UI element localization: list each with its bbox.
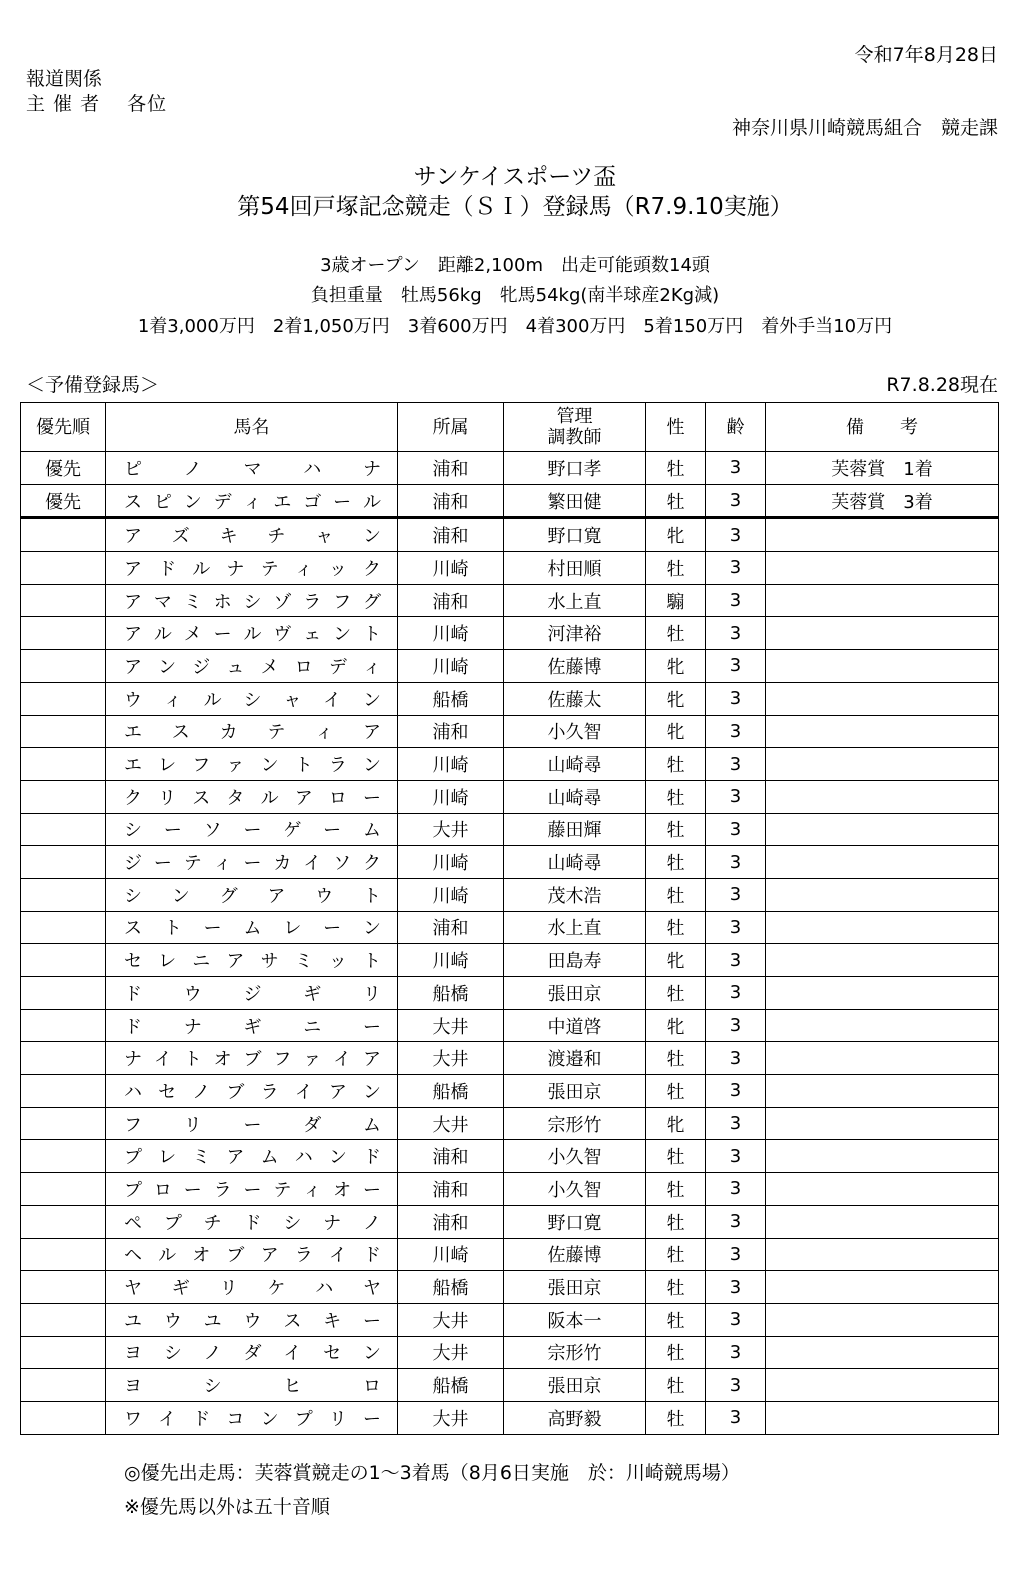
- horse-name-cell: [106, 748, 398, 781]
- table-row: [21, 846, 999, 879]
- affiliation-cell: 大井: [398, 1303, 504, 1336]
- table-row: [21, 1009, 999, 1042]
- age-cell: 3: [706, 1401, 766, 1434]
- horse-name-cell: [106, 1107, 398, 1140]
- horse-name: ア ン ジ ュ メ ロ デ ィ: [124, 656, 381, 678]
- horse-name-cell: [106, 878, 398, 911]
- table-row: [21, 518, 999, 552]
- priority-cell: [21, 748, 106, 781]
- document-date: 令和7年8月28日: [854, 44, 998, 66]
- horse-name-cell: [106, 518, 398, 552]
- header-priority: 優先順: [21, 403, 106, 452]
- affiliation-cell: 船橋: [398, 1075, 504, 1108]
- remarks-cell: [766, 584, 999, 617]
- horse-name: エ ス カ テ ィ ア: [124, 722, 381, 744]
- trainer-cell: 野口寛: [504, 518, 646, 552]
- trainer-cell: 小久智: [504, 1173, 646, 1206]
- remarks-cell: [766, 1271, 999, 1304]
- horse-name-cell: [106, 484, 398, 518]
- remarks-cell: [766, 1107, 999, 1140]
- sex-cell: 牡: [646, 911, 706, 944]
- priority-cell: [21, 1009, 106, 1042]
- trainer-cell: 渡邉和: [504, 1042, 646, 1075]
- horse-name: ド ウ ジ ギ リ: [124, 983, 381, 1005]
- horse-name-cell: [106, 650, 398, 683]
- sex-cell: 牡: [646, 452, 706, 485]
- age-cell: 3: [706, 484, 766, 518]
- table-row: [21, 1336, 999, 1369]
- priority-cell: [21, 1238, 106, 1271]
- affiliation-cell: 浦和: [398, 1173, 504, 1206]
- remarks-cell: [766, 944, 999, 977]
- horse-name: ア ド ル ナ テ ィ ッ ク: [124, 558, 381, 580]
- remarks-cell: [766, 1075, 999, 1108]
- trainer-cell: 佐藤博: [504, 1238, 646, 1271]
- horse-name: ウ ィ ル シ ャ イ ン: [124, 689, 381, 711]
- sex-cell: 騸: [646, 584, 706, 617]
- remarks-cell: [766, 1238, 999, 1271]
- horse-name: ハ セ ノ ブ ラ イ ア ン: [124, 1081, 381, 1103]
- age-cell: 3: [706, 748, 766, 781]
- trainer-cell: 宗形竹: [504, 1336, 646, 1369]
- trainer-cell: 村田順: [504, 552, 646, 585]
- table-row: [21, 813, 999, 846]
- age-cell: 3: [706, 617, 766, 650]
- race-sponsor-title: サンケイスポーツ盃: [413, 164, 617, 190]
- weight-conditions: 負担重量 牡馬56kg 牝馬54kg(南半球産2Kg減): [310, 285, 720, 306]
- trainer-cell: 中道啓: [504, 1009, 646, 1042]
- affiliation-cell: 浦和: [398, 1140, 504, 1173]
- remarks-cell: [766, 1009, 999, 1042]
- affiliation-cell: 川崎: [398, 552, 504, 585]
- affiliation-cell: 浦和: [398, 715, 504, 748]
- priority-cell: [21, 1042, 106, 1075]
- horse-name: ド ナ ギ ニ ー: [124, 1016, 381, 1038]
- sex-cell: 牡: [646, 1173, 706, 1206]
- remarks-cell: [766, 846, 999, 879]
- horse-name: ナ イ ト オ ブ フ ァ イ ア: [124, 1049, 381, 1071]
- affiliation-cell: 川崎: [398, 1238, 504, 1271]
- horse-name: ワ イ ド コ ン プ リ ー: [124, 1408, 381, 1430]
- priority-cell: [21, 715, 106, 748]
- horse-name-cell: [106, 977, 398, 1010]
- sex-cell: 牝: [646, 715, 706, 748]
- trainer-cell: 野口寛: [504, 1205, 646, 1238]
- age-cell: 3: [706, 813, 766, 846]
- trainer-cell: 水上直: [504, 584, 646, 617]
- sex-cell: 牡: [646, 1401, 706, 1434]
- sex-cell: 牡: [646, 878, 706, 911]
- affiliation-cell: 川崎: [398, 748, 504, 781]
- header-age: 齢: [706, 403, 766, 452]
- remarks-cell: [766, 1303, 999, 1336]
- horse-name: ヨ シ ノ ダ イ セ ン: [124, 1343, 381, 1365]
- horse-name-cell: [106, 1140, 398, 1173]
- trainer-cell: 張田京: [504, 1369, 646, 1402]
- age-cell: 3: [706, 650, 766, 683]
- horse-name-cell: [106, 1238, 398, 1271]
- trainer-cell: 佐藤博: [504, 650, 646, 683]
- header-affiliation: 所属: [398, 403, 504, 452]
- horse-name-cell: [106, 452, 398, 485]
- horse-name: ヨ シ ヒ ロ: [124, 1376, 381, 1398]
- priority-cell: [21, 552, 106, 585]
- remarks-cell: [766, 1173, 999, 1206]
- remarks-cell: [766, 715, 999, 748]
- horse-name-cell: [106, 715, 398, 748]
- horse-name: ア ズ キ チ ャ ン: [124, 526, 381, 548]
- sex-cell: 牡: [646, 1075, 706, 1108]
- table-row: [21, 1271, 999, 1304]
- issuer: 神奈川県川崎競馬組合 競走課: [731, 117, 998, 139]
- age-cell: 3: [706, 1238, 766, 1271]
- remarks-cell: [766, 878, 999, 911]
- age-cell: 3: [706, 518, 766, 552]
- horse-name: ス ピ ン デ ィ エ ゴ ー ル: [124, 491, 381, 513]
- horse-name-cell: [106, 1369, 398, 1402]
- recipient-line-1: 報道関係: [26, 68, 103, 90]
- age-cell: 3: [706, 1075, 766, 1108]
- affiliation-cell: 浦和: [398, 452, 504, 485]
- age-cell: 3: [706, 878, 766, 911]
- priority-cell: [21, 650, 106, 683]
- horse-name: シ ー ソ ー ゲ ー ム: [124, 820, 381, 842]
- affiliation-cell: 川崎: [398, 944, 504, 977]
- sex-cell: 牡: [646, 977, 706, 1010]
- horse-name-cell: [106, 1303, 398, 1336]
- horse-name: ス ト ー ム レ ー ン: [124, 918, 381, 940]
- horse-name-cell: [106, 911, 398, 944]
- table-row: [21, 1107, 999, 1140]
- age-cell: 3: [706, 1009, 766, 1042]
- affiliation-cell: 浦和: [398, 1205, 504, 1238]
- order-note: ※優先馬以外は五十音順: [124, 1496, 330, 1518]
- affiliation-cell: 川崎: [398, 617, 504, 650]
- trainer-cell: 水上直: [504, 911, 646, 944]
- sex-cell: 牝: [646, 1009, 706, 1042]
- trainer-cell: 張田京: [504, 1075, 646, 1108]
- priority-cell: [21, 1107, 106, 1140]
- trainer-cell: 田島寿: [504, 944, 646, 977]
- priority-cell: [21, 584, 106, 617]
- trainer-cell: 小久智: [504, 715, 646, 748]
- affiliation-cell: 大井: [398, 1009, 504, 1042]
- priority-cell: [21, 682, 106, 715]
- age-cell: 3: [706, 715, 766, 748]
- as-of-date: R7.8.28現在: [886, 374, 998, 396]
- remarks-cell: [766, 911, 999, 944]
- horse-name: ア マ ミ ホ シ ゾ ラ フ グ: [124, 591, 381, 613]
- priority-cell: [21, 878, 106, 911]
- priority-cell: [21, 1303, 106, 1336]
- sex-cell: 牡: [646, 1042, 706, 1075]
- race-title: 第54回戸塚記念競走（ＳＩ）登録馬（R7.9.10実施）: [237, 194, 793, 220]
- age-cell: 3: [706, 682, 766, 715]
- remarks-cell: [766, 780, 999, 813]
- trainer-cell: 高野毅: [504, 1401, 646, 1434]
- table-row: [21, 911, 999, 944]
- affiliation-cell: 船橋: [398, 977, 504, 1010]
- affiliation-cell: 川崎: [398, 780, 504, 813]
- trainer-cell: 小久智: [504, 1140, 646, 1173]
- age-cell: 3: [706, 552, 766, 585]
- recipient-line-2: 主 催 者 各位: [26, 93, 168, 115]
- priority-cell: [21, 846, 106, 879]
- remarks-cell: [766, 682, 999, 715]
- horse-name: ヤ ギ リ ケ ハ ヤ: [124, 1278, 381, 1300]
- table-row: [21, 617, 999, 650]
- table-row: [21, 748, 999, 781]
- horse-name: ク リ ス タ ル ア ロ ー: [124, 787, 381, 809]
- remarks-cell: [766, 1042, 999, 1075]
- sex-cell: 牡: [646, 1303, 706, 1336]
- table-row: [21, 1238, 999, 1271]
- affiliation-cell: 大井: [398, 1401, 504, 1434]
- sex-cell: 牝: [646, 650, 706, 683]
- table-row: [21, 1205, 999, 1238]
- priority-cell: [21, 617, 106, 650]
- trainer-cell: 河津裕: [504, 617, 646, 650]
- table-row: [21, 977, 999, 1010]
- table-header-row: [21, 403, 999, 452]
- sex-cell: 牡: [646, 1205, 706, 1238]
- priority-cell: [21, 780, 106, 813]
- horse-name: プ レ ミ ア ム ハ ン ド: [124, 1147, 381, 1169]
- horse-name: プ ロ ー ラ ー テ ィ オ ー: [124, 1179, 381, 1201]
- age-cell: 3: [706, 780, 766, 813]
- age-cell: 3: [706, 977, 766, 1010]
- horse-name-cell: [106, 780, 398, 813]
- table-row: [21, 1140, 999, 1173]
- age-cell: 3: [706, 1369, 766, 1402]
- remarks-cell: [766, 748, 999, 781]
- table-row: [21, 552, 999, 585]
- table-row: [21, 715, 999, 748]
- table-row: [21, 1401, 999, 1434]
- horse-name-cell: [106, 1075, 398, 1108]
- age-cell: 3: [706, 1303, 766, 1336]
- horse-name-cell: [106, 682, 398, 715]
- horse-name-cell: [106, 1042, 398, 1075]
- horse-name-cell: [106, 1271, 398, 1304]
- trainer-cell: 宗形竹: [504, 1107, 646, 1140]
- priority-cell: [21, 944, 106, 977]
- affiliation-cell: 大井: [398, 1042, 504, 1075]
- remarks-cell: [766, 617, 999, 650]
- remarks-cell: [766, 977, 999, 1010]
- header-trainer: [504, 403, 646, 452]
- sex-cell: 牡: [646, 813, 706, 846]
- remarks-cell: [766, 813, 999, 846]
- horse-name: ユ ウ ユ ウ ス キ ー: [124, 1310, 381, 1332]
- sex-cell: 牝: [646, 682, 706, 715]
- table-row: [21, 944, 999, 977]
- remarks-cell: [766, 1140, 999, 1173]
- trainer-cell: 山崎尋: [504, 780, 646, 813]
- remarks-cell: [766, 518, 999, 552]
- age-cell: 3: [706, 1140, 766, 1173]
- sex-cell: 牡: [646, 1336, 706, 1369]
- sex-cell: 牡: [646, 748, 706, 781]
- age-cell: 3: [706, 452, 766, 485]
- trainer-cell: 佐藤太: [504, 682, 646, 715]
- priority-cell: [21, 1173, 106, 1206]
- age-cell: 3: [706, 1271, 766, 1304]
- priority-cell: [21, 911, 106, 944]
- priority-cell: [21, 1205, 106, 1238]
- age-cell: 3: [706, 911, 766, 944]
- registration-table: [20, 402, 999, 1435]
- sex-cell: 牡: [646, 617, 706, 650]
- age-cell: 3: [706, 1173, 766, 1206]
- priority-cell: [21, 1369, 106, 1402]
- trainer-cell: 張田京: [504, 1271, 646, 1304]
- header-sex: 性: [646, 403, 706, 452]
- priority-cell: [21, 977, 106, 1010]
- remarks-cell: [766, 650, 999, 683]
- priority-note: ◎優先出走馬：芙蓉賞競走の1～3着馬（8月6日実施 於：川崎競馬場）: [124, 1462, 740, 1484]
- remarks-cell: [766, 1336, 999, 1369]
- horse-name: フ リ ー ダ ム: [124, 1114, 381, 1136]
- sex-cell: 牡: [646, 552, 706, 585]
- age-cell: 3: [706, 1205, 766, 1238]
- horse-name: ジ ー テ ィ ー カ イ ソ ク: [124, 853, 381, 875]
- priority-cell: [21, 813, 106, 846]
- trainer-cell: 繁田健: [504, 484, 646, 518]
- header-trainer-line1: 管理: [556, 406, 593, 427]
- table-row: [21, 682, 999, 715]
- age-cell: 3: [706, 584, 766, 617]
- affiliation-cell: 浦和: [398, 911, 504, 944]
- affiliation-cell: 大井: [398, 1107, 504, 1140]
- horse-name: ヘ ル オ ブ ア ラ イ ド: [124, 1245, 381, 1267]
- remarks-cell: [766, 552, 999, 585]
- affiliation-cell: 大井: [398, 1336, 504, 1369]
- trainer-cell: 山崎尋: [504, 846, 646, 879]
- remarks-cell: 芙蓉賞 3着: [766, 484, 999, 518]
- trainer-cell: 茂木浩: [504, 878, 646, 911]
- horse-name-cell: [106, 617, 398, 650]
- remarks-cell: [766, 1205, 999, 1238]
- sex-cell: 牝: [646, 944, 706, 977]
- trainer-cell: 張田京: [504, 977, 646, 1010]
- horse-name-cell: [106, 1401, 398, 1434]
- priority-cell: [21, 1140, 106, 1173]
- age-cell: 3: [706, 1042, 766, 1075]
- age-cell: 3: [706, 1336, 766, 1369]
- sex-cell: 牡: [646, 1238, 706, 1271]
- horse-name-cell: [106, 584, 398, 617]
- table-row: [21, 878, 999, 911]
- header-trainer-line2: 調教師: [547, 427, 602, 448]
- affiliation-cell: 船橋: [398, 1369, 504, 1402]
- horse-name: ピ ノ マ ハ ナ: [124, 458, 381, 480]
- affiliation-cell: 船橋: [398, 682, 504, 715]
- priority-cell: [21, 1401, 106, 1434]
- horse-name: シ ン グ ア ウ ト: [124, 885, 381, 907]
- race-conditions: 3歳オープン 距離2,100m 出走可能頭数14頭: [320, 255, 710, 276]
- horse-name-cell: [106, 552, 398, 585]
- affiliation-cell: 浦和: [398, 518, 504, 552]
- sex-cell: 牡: [646, 1140, 706, 1173]
- horse-name: エ レ フ ァ ン ト ラ ン: [124, 755, 381, 777]
- horse-name-cell: [106, 1205, 398, 1238]
- age-cell: 3: [706, 944, 766, 977]
- priority-cell: 優先: [21, 452, 106, 485]
- table-row: [21, 1303, 999, 1336]
- priority-cell: 優先: [21, 484, 106, 518]
- trainer-cell: 野口孝: [504, 452, 646, 485]
- table-row: [21, 584, 999, 617]
- sex-cell: 牡: [646, 780, 706, 813]
- horse-name: セ レ ニ ア サ ミ ッ ト: [124, 951, 381, 973]
- priority-cell: [21, 1336, 106, 1369]
- horse-name-cell: [106, 944, 398, 977]
- priority-cell: [21, 1075, 106, 1108]
- sex-cell: 牡: [646, 1271, 706, 1304]
- horse-name-cell: [106, 1336, 398, 1369]
- trainer-cell: 阪本一: [504, 1303, 646, 1336]
- header-name: 馬名: [106, 403, 398, 452]
- sex-cell: 牝: [646, 518, 706, 552]
- affiliation-cell: 川崎: [398, 878, 504, 911]
- table-row: [21, 1075, 999, 1108]
- table-body: [21, 452, 999, 1435]
- table-row: [21, 780, 999, 813]
- affiliation-cell: 大井: [398, 813, 504, 846]
- age-cell: 3: [706, 1107, 766, 1140]
- affiliation-cell: 浦和: [398, 584, 504, 617]
- sex-cell: 牡: [646, 484, 706, 518]
- prize-money: 1着3,000万円 2着1,050万円 3着600万円 4着300万円 5着150万円 着外手当10万円: [137, 316, 893, 337]
- horse-name-cell: [106, 846, 398, 879]
- remarks-cell: [766, 1369, 999, 1402]
- affiliation-cell: 川崎: [398, 650, 504, 683]
- age-cell: 3: [706, 846, 766, 879]
- table-row: [21, 1369, 999, 1402]
- affiliation-cell: 浦和: [398, 484, 504, 518]
- table-row: [21, 484, 999, 518]
- sex-cell: 牡: [646, 846, 706, 879]
- horse-name: ペ プ チ ド シ ナ ノ: [124, 1212, 381, 1234]
- priority-cell: [21, 518, 106, 552]
- affiliation-cell: 川崎: [398, 846, 504, 879]
- table-row: [21, 452, 999, 485]
- table-row: [21, 1042, 999, 1075]
- header-remarks: 備 考: [766, 403, 999, 452]
- section-label: ＜予備登録馬＞: [26, 374, 160, 396]
- horse-name-cell: [106, 1173, 398, 1206]
- horse-name-cell: [106, 1009, 398, 1042]
- priority-cell: [21, 1271, 106, 1304]
- sex-cell: 牝: [646, 1107, 706, 1140]
- remarks-cell: 芙蓉賞 1着: [766, 452, 999, 485]
- sex-cell: 牡: [646, 1369, 706, 1402]
- trainer-cell: 藤田輝: [504, 813, 646, 846]
- table-row: [21, 1173, 999, 1206]
- affiliation-cell: 船橋: [398, 1271, 504, 1304]
- horse-name-cell: [106, 813, 398, 846]
- trainer-cell: 山崎尋: [504, 748, 646, 781]
- table-row: [21, 650, 999, 683]
- remarks-cell: [766, 1401, 999, 1434]
- horse-name: ア ル メ ー ル ヴ ェ ン ト: [124, 624, 381, 646]
